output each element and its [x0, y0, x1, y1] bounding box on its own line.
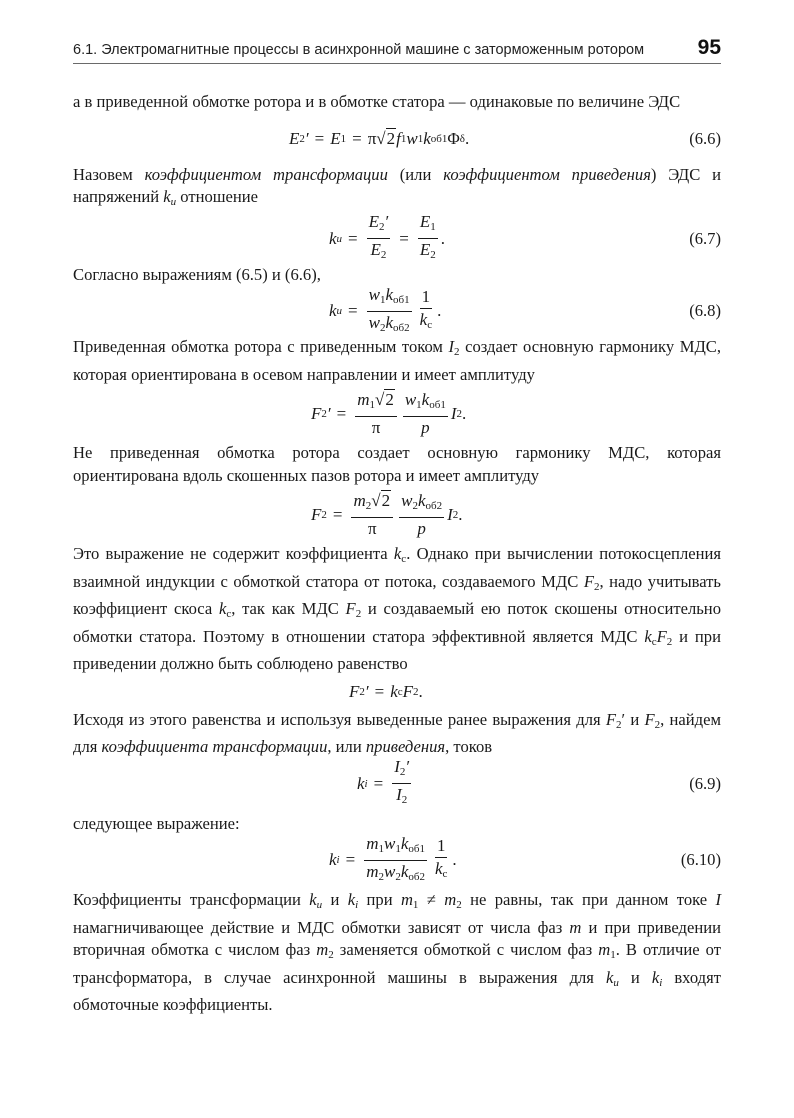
term-reduction: приведения — [365, 737, 446, 756]
paragraph-1: а в приведенной обмотке ротора и в обмотке статора — одинаковые по величине ЭДС — [73, 92, 681, 111]
equation-6-6-formula: E 2 ′ = E 1 = π √2 f 1 w 1 k об1 Φ δ . — [289, 128, 470, 148]
paragraph-6: Это выражение не содержит коэффициента $k_c$. Однако при вычислении потокосцепления взаимной индукции с обмоткой статора от потока, создаваемого МДС $F_2$, надо учитывать коэффициент скоса $k_c$, так как МДС $F_2$ и создаваемый ею поток скошены относительно обмотки статора. Поэтому в отношении статора эффективной является МДС $k_cF_2$ и при приведении должно быть соблюдено равенство — [73, 544, 721, 673]
paragraph-5: Не приведенная обмотка ротора создает основную гармонику МДС, которая ориентирована вдоль скошенных пазов ротора и имеет амплитуду — [73, 443, 721, 485]
equation-6-7 — [73, 214, 721, 264]
running-title: 6.1. Электромагнитные процессы в асинхронной машине с заторможенным ротором — [73, 42, 645, 58]
paragraph-7: Исходя из этого равенства и используя выведенные ранее выражения для $F_2'$ и $F_2$, найдем для коэффициента трансформации, или приведения, токов — [73, 709, 721, 756]
equation-f2-formula: F 2 = $\frac{m_2√2}{\pi}$ $\frac{w_2k_{об2}}{p}$ I 2 . — [311, 491, 463, 538]
equation-f2-reduced — [73, 386, 721, 442]
equation-6-8 — [73, 286, 721, 336]
page-number: 95 — [697, 36, 721, 59]
page-header — [73, 30, 721, 64]
equation-6-10 — [73, 835, 721, 885]
equation-6-10-formula: k i = $\frac{m_1w_1k_{об1}}{m_2w_2k_{об2}}$ $\frac{1}{k_c}$ . — [329, 833, 457, 883]
paragraph-3: Согласно выражениям (6.5) и (6.6), — [73, 264, 321, 284]
term-transformation-coefficient: коэффициентом трансформации — [144, 164, 388, 184]
paragraph-8: следующее выражение: — [73, 813, 240, 833]
equation-f2-reduced-formula: F 2 ′ = $\frac{m_1√2}{\pi}$ $\frac{w_1k_{об1}}{p}$ I 2 . — [311, 390, 467, 437]
equation-6-9-formula: k i = $\frac{I_2'}{I_2}$ — [357, 757, 410, 806]
equation-number-6-8: (6.8) — [689, 301, 721, 320]
equation-6-9 — [73, 759, 721, 809]
header-rule — [73, 63, 721, 64]
term-reduction-coefficient: коэффициентом приведения — [443, 164, 651, 184]
paragraph-2: Назовем коэффициентом трансформации (или коэффициентом приведения) ЭДС и напряжений ku отношение — [73, 164, 722, 208]
equation-f2 — [73, 487, 721, 543]
equation-f2-equality — [73, 676, 721, 709]
equation-6-6 — [73, 114, 721, 164]
paragraph-4: Приведенная обмотка ротора с приведенным током $I_2$ создает основную гармонику МДС, которая ориентирована в осевом направлении и имеет амплитуду — [73, 337, 721, 384]
equation-f2-equality-formula: F 2 ′ = k c F 2 . — [349, 682, 423, 701]
equation-number-6-10: (6.10) — [680, 850, 721, 869]
equation-number-6-6: (6.6) — [689, 128, 721, 148]
equation-6-8-formula: k u = $\frac{w_1k_{об1}}{w_2k_{об2}}$ $\frac{1}{k_c}$ . — [329, 284, 442, 334]
equation-number-6-9: (6.9) — [689, 773, 721, 793]
term-transformation-coefficient-2: коэффициента трансформации — [101, 737, 328, 756]
page-body — [73, 91, 721, 1017]
equation-6-7-formula: k u = $\frac{E_2'}{E_2}$ = $\frac{E_1}{E_2}$ . — [329, 212, 445, 261]
paragraph-9: Коэффициенты трансформации ku и ki при $m_1 \ne m_2$ не равны, так при данном токе I намагничивающее действие и МДС обмотки зависят от числа фаз m и при приведении вторичная обмотка с числом фаз $m_2$ заменяется обмоткой с числом фаз $m_1$. В отличие от трансформатора, в случае асинхронной машины в выражения для ku и ki входят обмоточные коэффициенты. — [73, 890, 722, 1014]
equation-number-6-7: (6.7) — [689, 228, 721, 248]
